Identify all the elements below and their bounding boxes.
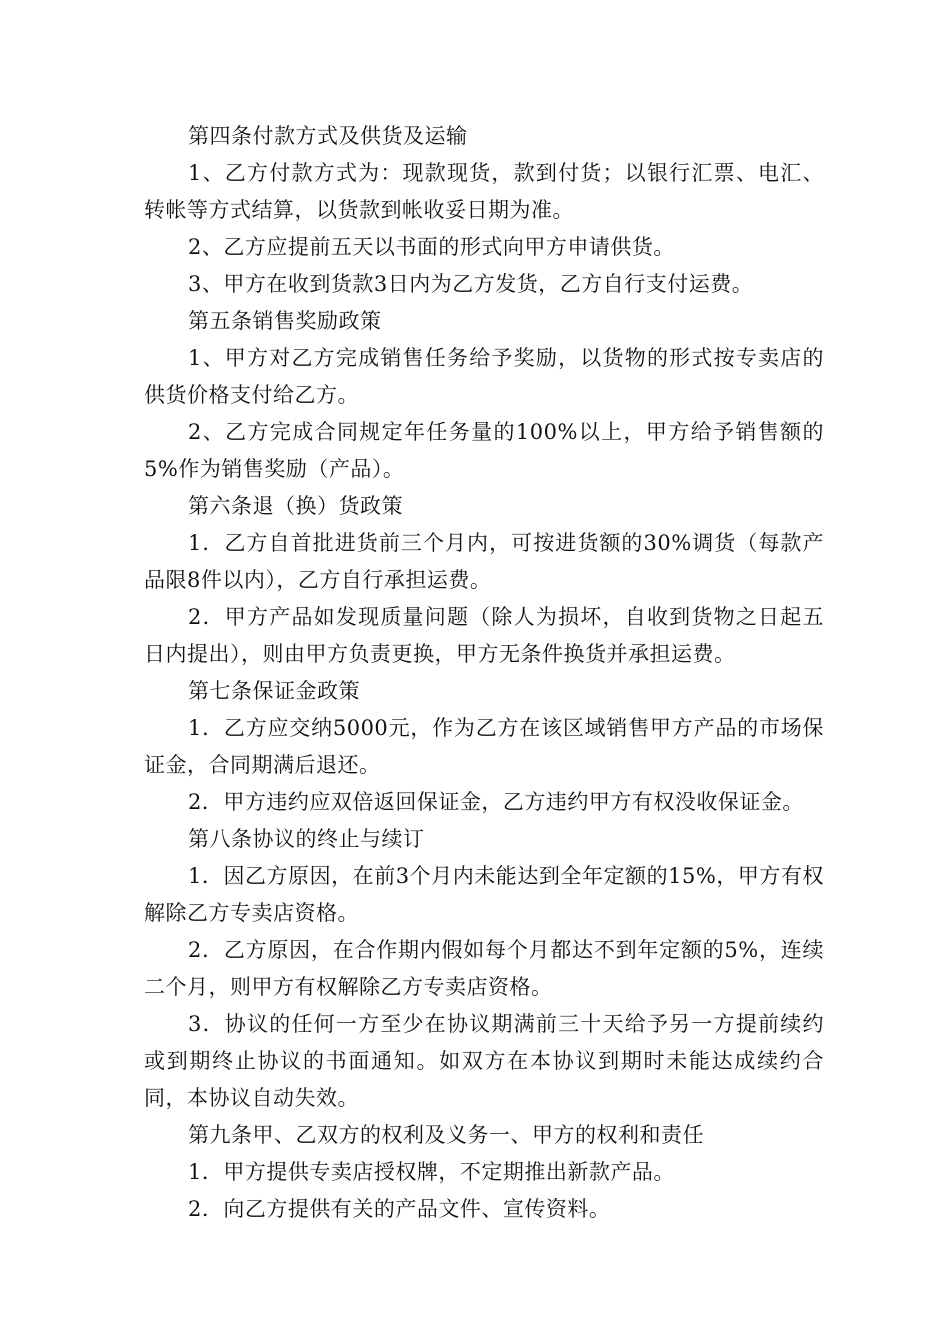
paragraph-supply-request: 2、乙方应提前五天以书面的形式向甲方申请供货。	[188, 235, 675, 259]
paragraph-shipping: 3、甲方在收到货款3日内为乙方发货，乙方自行支付运费。	[188, 272, 754, 296]
paragraph-payment-method: 1、乙方付款方式为：现款现货，款到付货；以银行汇票、电汇、转帐等方式结算，以货款到帐收妥日期为准。	[144, 161, 824, 222]
section-heading-article-6: 第六条退（换）货政策	[188, 494, 403, 518]
paragraph-quality-issue: 2．甲方产品如发现质量问题（除人为损坏，自收到货物之日起五日内提出），则由甲方负责更换，甲方无条件换货并承担运费。	[144, 605, 824, 666]
section-heading-article-9: 第九条甲、乙双方的权利及义务一、甲方的权利和责任	[188, 1123, 704, 1147]
paragraph-termination-2: 2．乙方原因，在合作期内假如每个月都达不到年定额的5%，连续二个月，则甲方有权解除乙方专卖店资格。	[144, 938, 824, 999]
section-heading-article-7: 第七条保证金政策	[188, 679, 360, 703]
paragraph-renewal-notice: 3．协议的任何一方至少在协议期满前三十天给予另一方提前续约或到期终止协议的书面通知。如双方在本协议到期时未能达成续约合同，本协议自动失效。	[144, 1012, 824, 1110]
section-heading-article-4: 第四条付款方式及供货及运输	[188, 124, 468, 148]
document-body	[144, 118, 824, 1228]
paragraph-deposit-breach: 2．甲方违约应双倍返回保证金，乙方违约甲方有权没收保证金。	[188, 790, 804, 814]
paragraph-exchange-policy: 1．乙方自首批进货前三个月内，可按进货额的30%调货（每款产品限8件以内），乙方自行承担运费。	[144, 531, 824, 592]
paragraph-sales-reward: 1、甲方对乙方完成销售任务给予奖励，以货物的形式按专卖店的供货价格支付给乙方。	[144, 346, 824, 407]
paragraph-termination-1: 1．因乙方原因，在前3个月内未能达到全年定额的15%，甲方有权解除乙方专卖店资格。	[144, 864, 824, 925]
paragraph-deposit: 1．乙方应交纳5000元，作为乙方在该区域销售甲方产品的市场保证金，合同期满后退还。	[144, 716, 824, 777]
paragraph-sales-bonus: 2、乙方完成合同规定年任务量的100%以上，甲方给予销售额的5%作为销售奖励（产品）。	[144, 420, 824, 481]
section-heading-article-5: 第五条销售奖励政策	[188, 309, 382, 333]
section-heading-article-8: 第八条协议的终止与续订	[188, 827, 425, 851]
paragraph-party-a-authorization: 1．甲方提供专卖店授权牌，不定期推出新款产品。	[188, 1160, 675, 1184]
paragraph-party-a-materials: 2．向乙方提供有关的产品文件、宣传资料。	[188, 1197, 611, 1221]
